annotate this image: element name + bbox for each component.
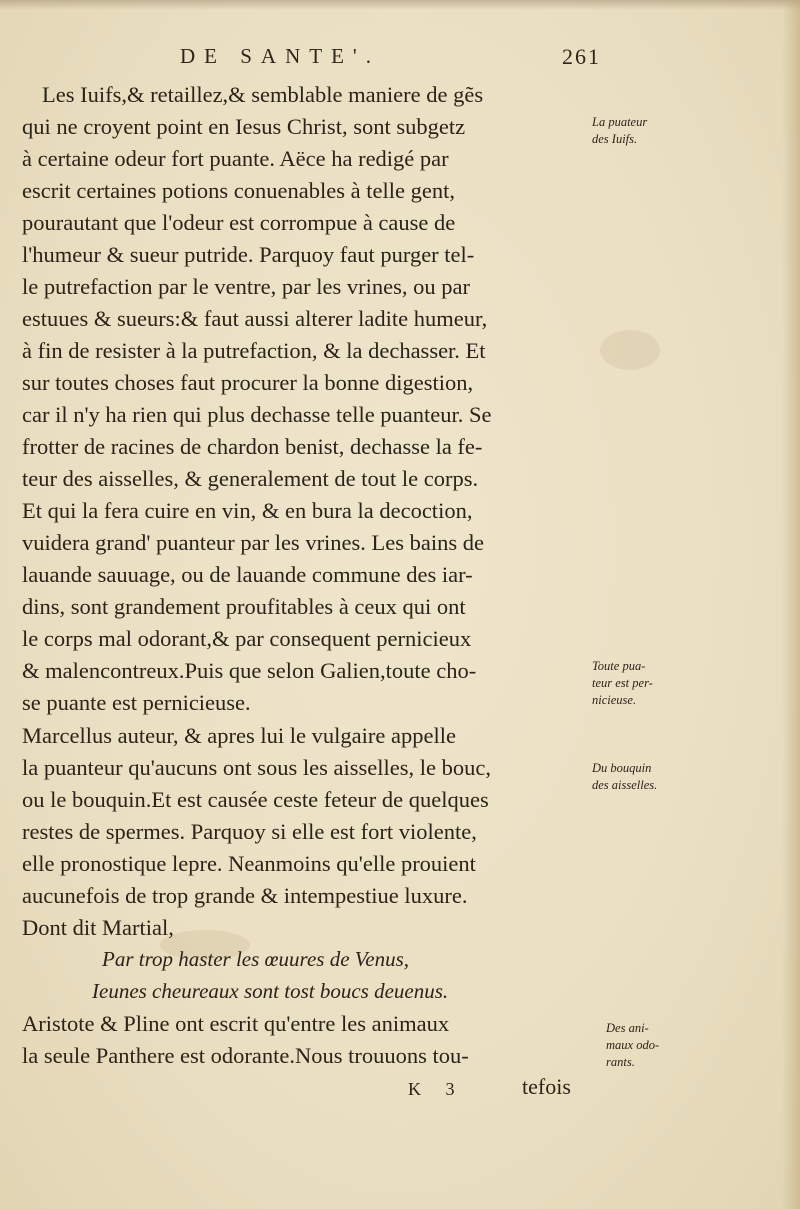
page-number: 261	[562, 44, 601, 69]
text-line: le putrefaction par le ventre, par les vrines, ou par	[22, 274, 470, 299]
text-line: teur des aisselles, & generalement de tout le corps.	[22, 466, 479, 491]
margin-note	[592, 760, 692, 794]
signature-mark: K 3	[408, 1079, 465, 1099]
text-line: elle pronostique lepre. Neanmoins qu'elle prouient	[22, 851, 476, 876]
text-line: aucunefois de trop grande & intempestiue luxure.	[22, 883, 468, 908]
text-line: Aristote & Pline ont escrit qu'entre les animaux	[22, 1011, 450, 1036]
text-line: la seule Panthere est odorante.Nous trouuons tou-	[22, 1043, 469, 1068]
margin-note	[592, 114, 692, 148]
margin-note-line: Toute pua-	[592, 659, 646, 673]
text-line: se puante est pernicieuse.	[22, 690, 251, 715]
margin-note-line: Du bouquin	[592, 761, 652, 775]
text-line: frotter de racines de chardon benist, dechasse la fe-	[22, 434, 483, 459]
margin-note-line: rants.	[606, 1055, 635, 1069]
text-line: ou le bouquin.Et est causée ceste feteur de quelques	[22, 787, 489, 812]
page-right-edge	[782, 0, 800, 1209]
text-line: la puanteur qu'aucuns ont sous les aisselles, le bouc,	[22, 755, 491, 780]
margin-note-line: La puateur	[592, 115, 648, 129]
text-line: Marcellus auteur, & apres lui le vulgaire appelle	[22, 723, 456, 748]
text-line: Dont dit Martial,	[22, 915, 174, 940]
text-line: dins, sont grandement proufitables à ceux qui ont	[22, 594, 466, 619]
text-line: à certaine odeur fort puante. Aëce ha redigé par	[22, 146, 449, 171]
margin-note-line: des Iuifs.	[592, 132, 638, 146]
margin-note	[592, 658, 692, 709]
catchword: tefois	[522, 1074, 571, 1099]
text-line: car il n'y ha rien qui plus dechasse telle puanteur. Se	[22, 402, 492, 427]
margin-note	[606, 1020, 706, 1071]
text-line: Et qui la fera cuire en vin, & en bura la decoction,	[22, 498, 473, 523]
text-line: lauande sauuage, ou de lauande commune des iar-	[22, 562, 473, 587]
text-line: sur toutes choses faut procurer la bonne digestion,	[22, 370, 474, 395]
running-head: DE SANTE'.	[180, 44, 380, 68]
text-line: estuues & sueurs:& faut aussi alterer ladite humeur,	[22, 306, 488, 331]
text-line: Les Iuifs,& retaillez,& semblable maniere de gẽs	[42, 82, 484, 107]
text-line: escrit certaines potions conuenables à telle gent,	[22, 178, 455, 203]
text-line: restes de spermes. Parquoy si elle est fort violente,	[22, 819, 477, 844]
verse-line: Par trop haster les œuures de Venus,	[102, 947, 410, 971]
text-line: & malencontreux.Puis que selon Galien,toute cho-	[22, 658, 477, 683]
text-line: vuidera grand' puanteur par les vrines. Les bains de	[22, 530, 485, 555]
paper-stain	[600, 330, 660, 370]
margin-note-line: maux odo-	[606, 1038, 660, 1052]
text-line: le corps mal odorant,& par consequent pernicieux	[22, 626, 472, 651]
verse-line: Ieunes cheureaux sont tost boucs deuenus.	[92, 979, 449, 1003]
margin-note-line: Des ani-	[606, 1021, 649, 1035]
page-top-shadow	[0, 0, 800, 10]
margin-note-line: des aisselles.	[592, 778, 658, 792]
margin-note-line: teur est per-	[592, 676, 653, 690]
text-line: l'humeur & sueur putride. Parquoy faut purger tel-	[22, 242, 475, 267]
margin-note-line: nicieuse.	[592, 693, 637, 707]
text-line: à fin de resister à la putrefaction, & la dechasser. Et	[22, 338, 486, 363]
text-line: pourautant que l'odeur est corrompue à cause de	[22, 210, 456, 235]
text-line: qui ne croyent point en Iesus Christ, sont subgetz	[22, 114, 466, 139]
